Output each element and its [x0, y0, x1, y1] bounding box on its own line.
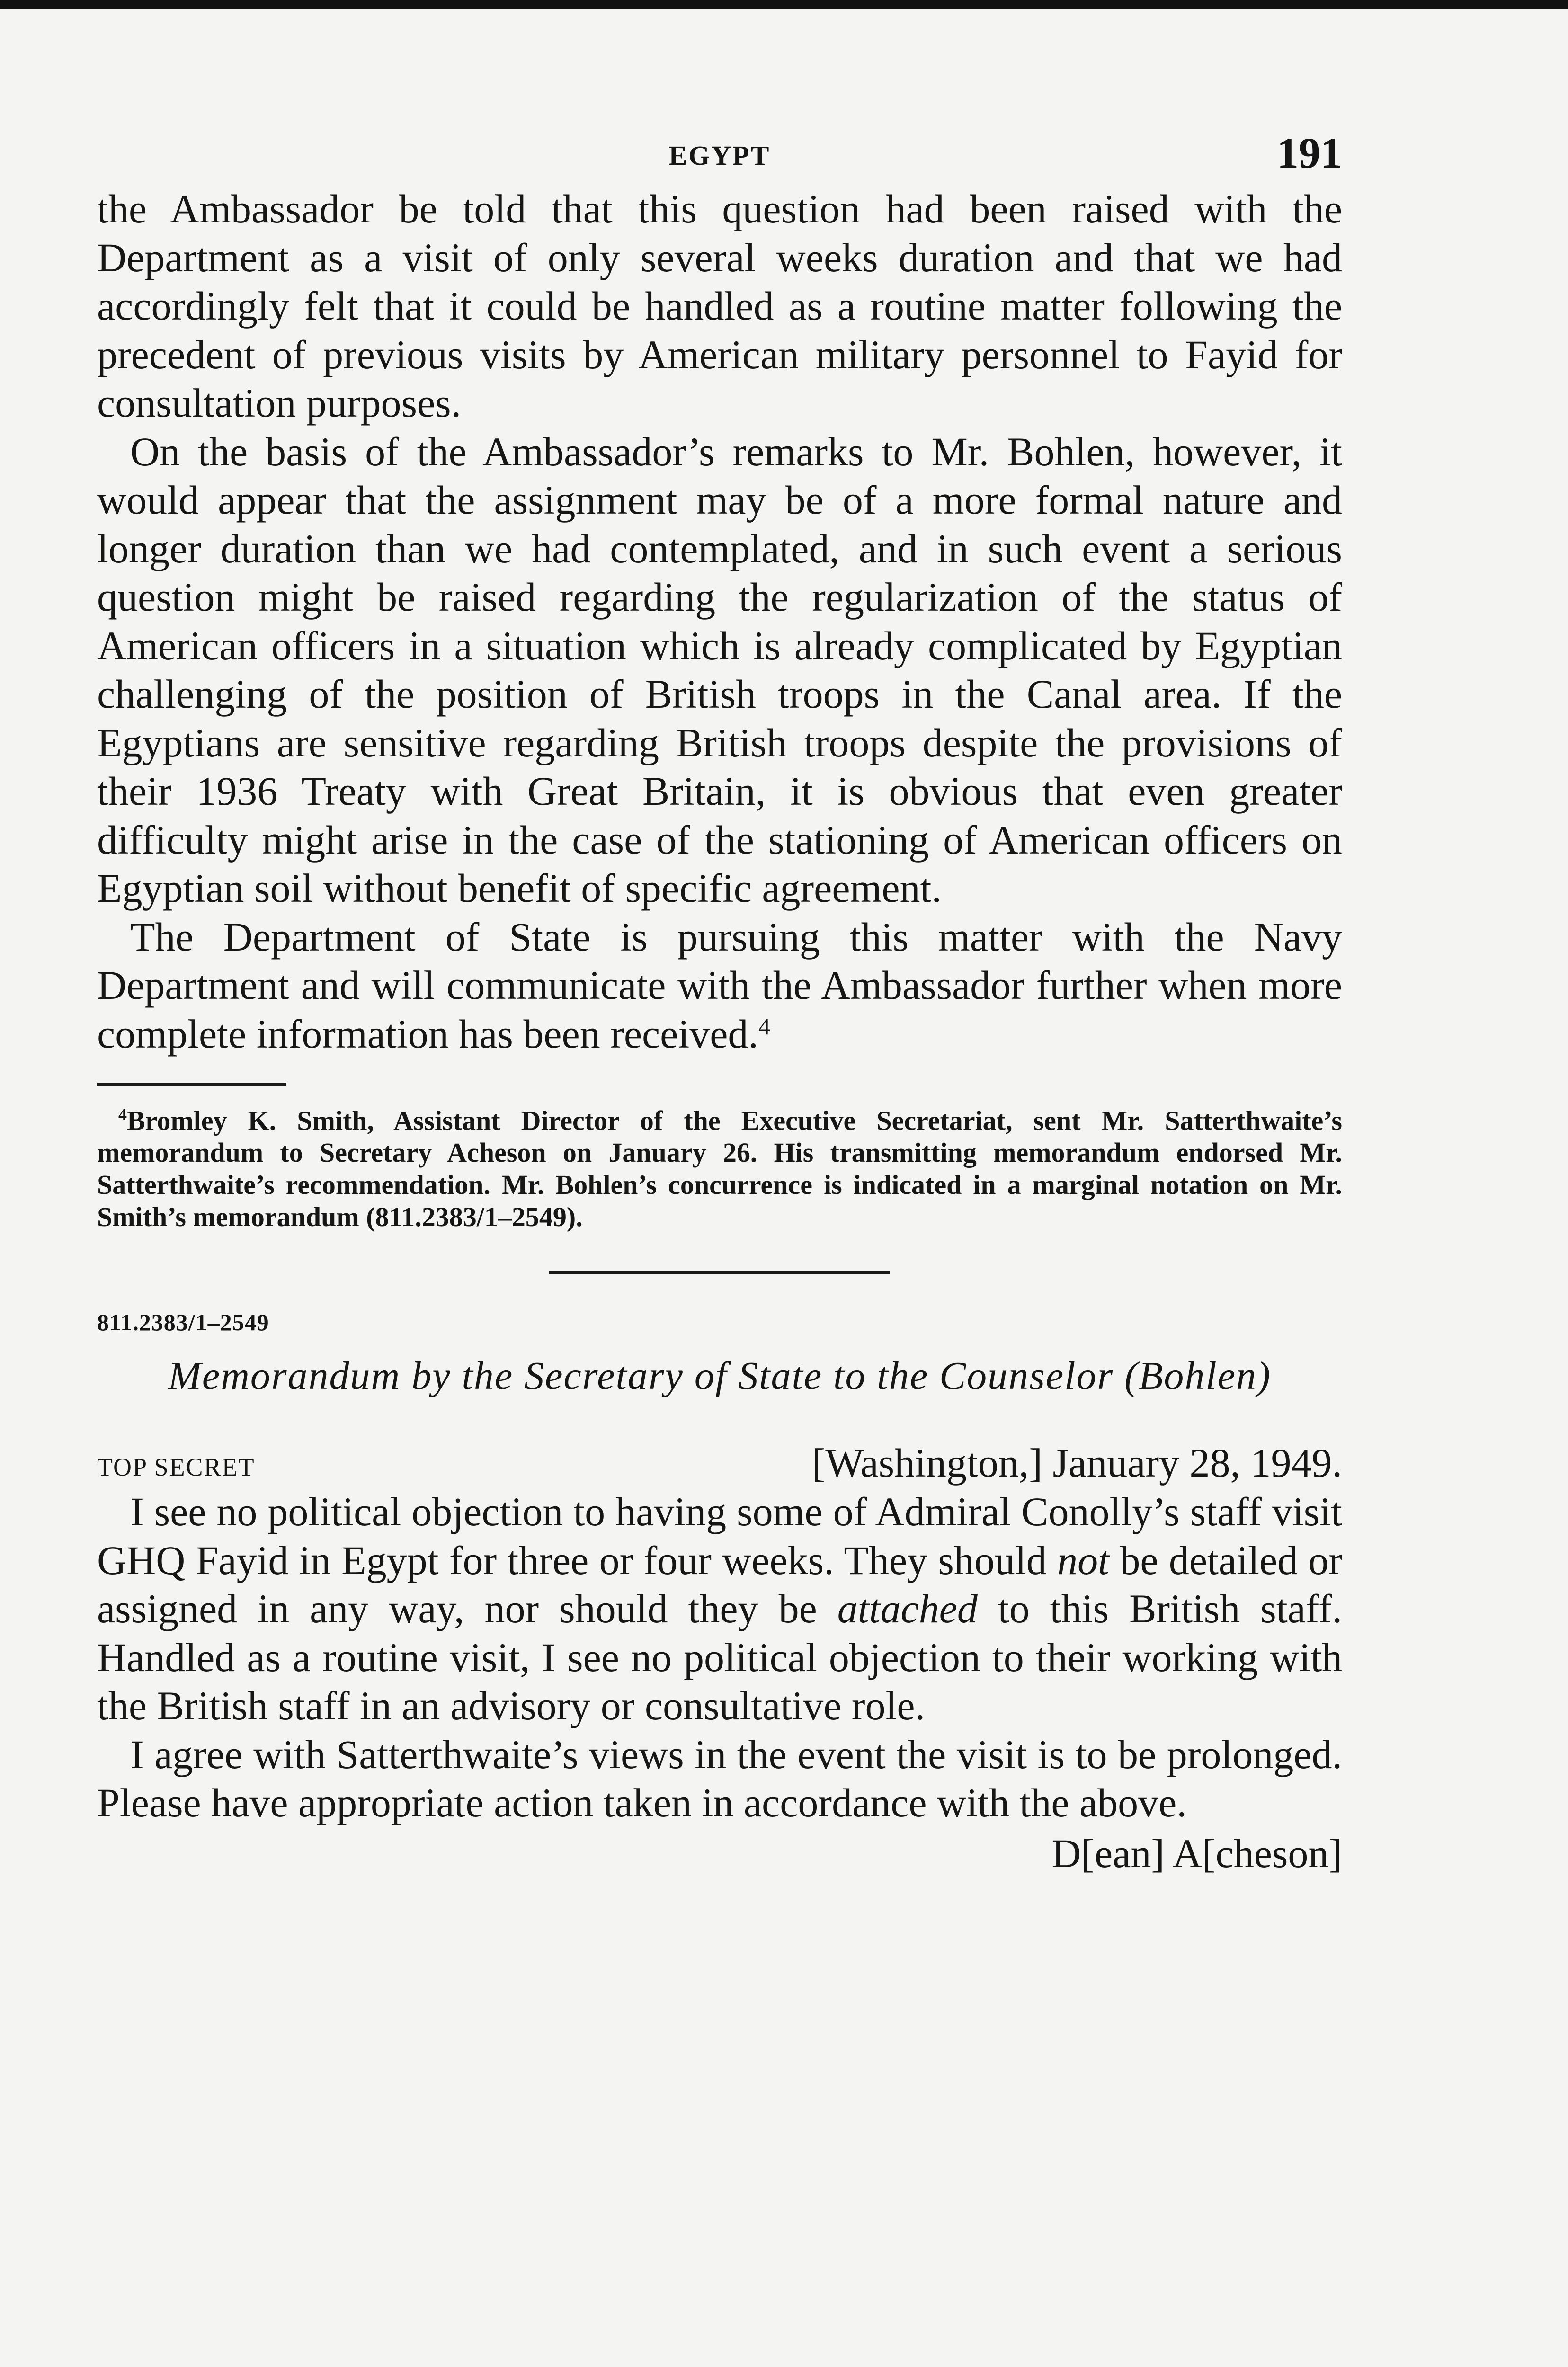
memo-paragraph-1	[97, 1487, 1342, 1730]
emphasis-not: not	[1057, 1537, 1110, 1583]
footnote-divider	[97, 1083, 286, 1086]
footnote-marker: 4	[118, 1105, 127, 1124]
signature: D[ean] A[cheson]	[1051, 1830, 1342, 1876]
dateline: [Washington,] January 28, 1949.	[811, 1440, 1342, 1486]
memo-meta	[97, 1439, 1342, 1487]
memo-paragraph-2: I agree with Satterthwaite’s views in the event the visit is to be prolonged. Please have appropriate action taken in accordance with the above.	[97, 1731, 1342, 1826]
paragraph-3-text: The Department of State is pursuing this matter with the Navy Department and will communicate with the Ambassador further when more complete information has been received.	[97, 914, 1342, 1057]
footnote	[97, 1098, 1342, 1233]
section-divider	[549, 1271, 890, 1274]
document-page	[97, 128, 1342, 1878]
title-name: Bohlen	[1139, 1354, 1257, 1398]
running-head: EGYPT	[668, 140, 771, 171]
title-text: Memorandum by the Secretary of State to the Counselor (	[168, 1354, 1139, 1398]
top-border	[0, 0, 1568, 9]
continuation-text	[97, 185, 1342, 1058]
footnote-body: Bromley K. Smith, Assistant Director of the Executive Secretariat, sent Mr. Satterthwaite’s memorandum to Secretary Acheson on January 26. His transmitting memorandum endorsed Mr. Satterthwaite’s recommendation. Mr. Bohlen’s concurrence is indicated in a marginal notation on Mr. Smith’s memorandum (811.2383/1–2549).	[97, 1105, 1342, 1233]
classification-label: TOP SECRET	[97, 1453, 255, 1482]
memo-body	[97, 1487, 1342, 1827]
file-number: 811.2383/1–2549	[97, 1309, 269, 1336]
document-title	[97, 1350, 1342, 1402]
continuation-paragraph-2: On the basis of the Ambassador’s remarks to Mr. Bohlen, however, it would appear that the assignment may be of a more formal nature and longer duration than we had contemplated, and in such event a serious question might be raised regarding the regularization of the status of American officers in a situation which is already complicated by Egyptian challenging of the position of British troops in the Canal area. If the Egyptians are sensitive regarding British troops despite the provisions of their 1936 Treaty with Great Britain, it is obvious that even greater difficulty might arise in the case of the stationing of American officers on Egyptian soil without benefit of specific agreement.	[97, 428, 1342, 911]
memo-text: to this British staff. Handled as a routine visit, I see no political objection to their working with the British staff in an advisory or consultative role.	[97, 1586, 1342, 1729]
continuation-paragraph-1: the Ambassador be told that this question had been raised with the Department as a visit of only several weeks duration and that we had accordingly felt that it could be handled as a routine matter following the precedent of previous visits by American military personnel to Fayid for consultation purposes.	[97, 186, 1342, 426]
emphasis-attached: attached	[837, 1586, 978, 1632]
page-header	[97, 128, 1342, 185]
title-close: )	[1257, 1354, 1272, 1398]
continuation-paragraph-3	[97, 913, 1342, 1059]
memo-text: be detailed or assigned in any way, nor should they be	[97, 1537, 1342, 1632]
memo-text: I see no political objection to having some of Admiral Conolly’s staff visit GHQ Fayid in Egypt for three or four weeks. They should	[97, 1489, 1342, 1583]
footnote-text	[97, 1098, 1342, 1233]
footnote-reference: 4	[758, 1013, 770, 1040]
page-number: 191	[1277, 129, 1342, 177]
